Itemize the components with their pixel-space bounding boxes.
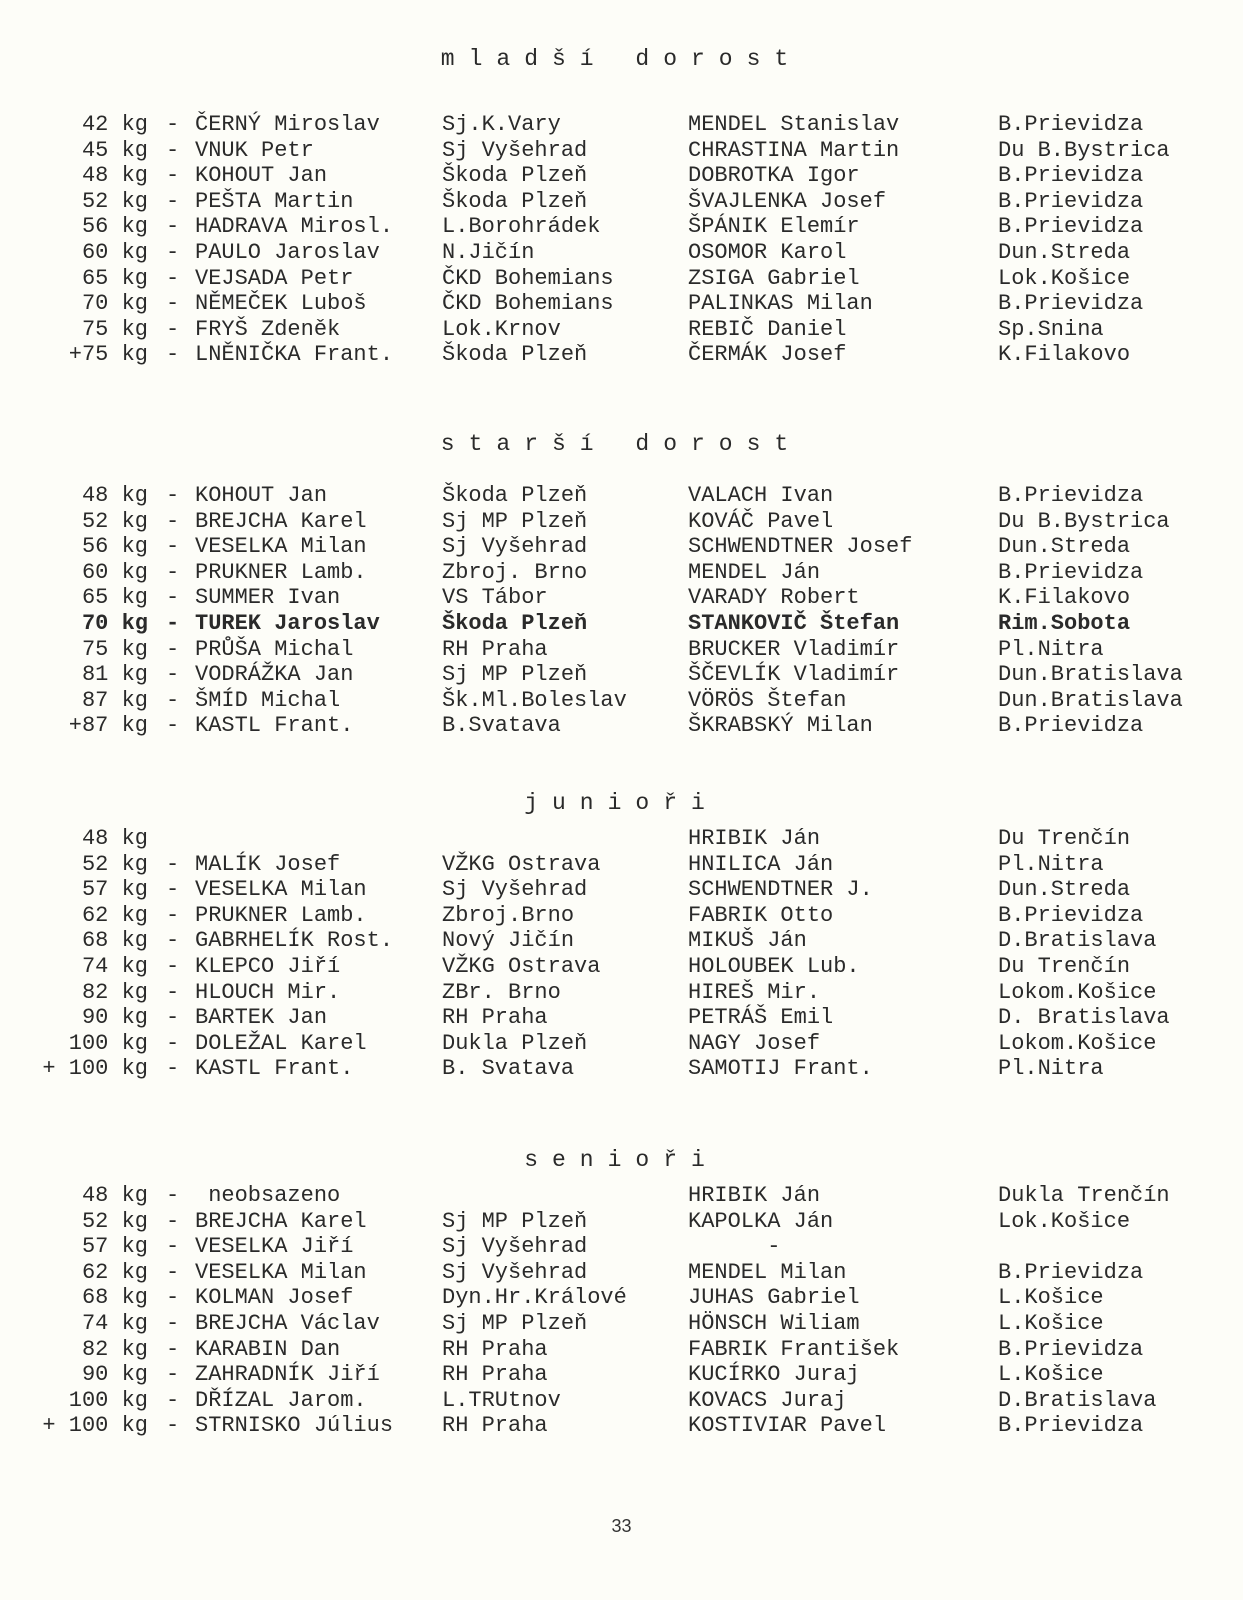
list-item [0,662,1243,688]
separator-dash: - [166,265,180,291]
separator-dash: - [166,508,180,534]
first-place-name: HLOUCH Mir. [195,979,341,1005]
list-item [0,1311,1243,1337]
list-item [0,266,1243,292]
weight-class: 62 kg [81,1259,148,1285]
list-item [0,342,1243,368]
list-item [0,826,1243,852]
separator-dash: - [166,1336,180,1362]
second-place-name: KOVÁČ Pavel [688,508,834,534]
separator-dash: - [166,112,180,137]
first-place-club: Zbroj. Brno [442,559,588,585]
first-place-name: KASTL Frant. [195,713,354,739]
separator-dash: - [166,342,180,368]
second-place-name: MIKUŠ Ján [688,928,807,954]
second-place-club: B.Prievidza [998,559,1144,585]
second-place-name: - [688,1234,781,1260]
first-place-club: Sj Vyšehrad [442,877,588,903]
separator-dash: - [166,239,180,265]
first-place-club: VŽKG Ostrava [442,851,601,877]
second-place-name: ŠVAJLENKA Josef [688,188,887,214]
weight-class: 82 kg [81,1336,148,1362]
weight-class: 65 kg [81,585,148,611]
second-place-club: Lokom.Košice [998,979,1157,1005]
first-place-club: B. Svatava [442,1056,575,1082]
first-place-club: Dyn.Hr.Králové [442,1285,627,1311]
list-item [0,903,1243,929]
weight-class: 74 kg [81,953,148,979]
weight-class: 48 kg [81,1183,148,1208]
second-place-club: Rim.Sobota [998,610,1131,636]
second-place-club: D. Bratislava [998,1005,1170,1031]
separator-dash: - [166,851,180,877]
second-place-club: B.Prievidza [998,1336,1144,1362]
second-place-name: BRUCKER Vladimír [688,636,900,662]
results-list [0,826,1243,1082]
first-place-club: RH Praha [442,1005,548,1031]
first-place-club: Škoda Plzeň [442,610,588,636]
weight-class: 52 kg [81,851,148,877]
weight-class: 48 kg [81,163,148,189]
separator-dash: - [166,214,180,240]
list-item [0,1183,1243,1209]
first-place-name: SUMMER Ivan [195,585,341,611]
first-place-club: Škoda Plzeň [442,483,588,508]
second-place-name: DOBROTKA Igor [688,163,860,189]
weight-class: 65 kg [81,265,148,291]
second-place-name: VÖRÖS Štefan [688,687,847,713]
first-place-name: KOLMAN Josef [195,1285,354,1311]
list-item [0,928,1243,954]
separator-dash: - [166,137,180,163]
first-place-club: Sj Vyšehrad [442,1259,588,1285]
second-place-club: Sp.Snina [998,316,1104,342]
second-place-club: B.Prievidza [998,902,1144,928]
first-place-name: neobsazeno [195,1183,341,1208]
second-place-club: D.Bratislava [998,1387,1157,1413]
list-item [0,1234,1243,1260]
first-place-name: BARTEK Jan [195,1005,328,1031]
separator-dash: - [166,979,180,1005]
list-item [0,483,1243,509]
second-place-club: Du B.Bystrica [998,137,1170,163]
second-place-name: KOSTIVIAR Pavel [688,1413,887,1439]
list-item [0,1388,1243,1414]
second-place-club: B.Prievidza [998,188,1144,214]
first-place-name: PRŮŠA Michal [195,636,354,662]
weight-class: 81 kg [81,662,148,688]
first-place-club: RH Praha [442,636,548,662]
list-item [0,611,1243,637]
section-heading: junioři [524,790,719,816]
list-item [0,1337,1243,1363]
first-place-name: VESELKA Milan [195,877,367,903]
separator-dash: - [166,1413,180,1439]
separator-dash: - [166,1030,180,1056]
weight-class: 56 kg [81,214,148,240]
list-item [0,317,1243,343]
first-place-club: Sj MP Plzeň [442,508,588,534]
weight-class: 70 kg [81,291,148,317]
first-place-club: RH Praha [442,1413,548,1439]
page-number: 33 [611,1516,632,1536]
second-place-name: MENDEL Milan [688,1259,847,1285]
first-place-name: LNĚNIČKA Frant. [195,342,394,368]
first-place-name: VEJSADA Petr [195,265,354,291]
second-place-club: B.Prievidza [998,291,1144,317]
second-place-club: B.Prievidza [998,163,1144,189]
second-place-name: STANKOVIČ Štefan [688,610,900,636]
second-place-club: L.Košice [998,1310,1104,1336]
list-item [0,291,1243,317]
separator-dash: - [166,585,180,611]
first-place-name: VESELKA Milan [195,1259,367,1285]
first-place-club: B.Svatava [442,713,561,739]
second-place-name: FABRIK František [688,1336,900,1362]
second-place-name: PETRÁŠ Emil [688,1005,834,1031]
list-item [0,1285,1243,1311]
weight-class: 60 kg [81,239,148,265]
separator-dash: - [166,1387,180,1413]
second-place-name: MENDEL Ján [688,559,821,585]
list-item [0,637,1243,663]
list-item [0,1260,1243,1286]
first-place-club: Nový Jičín [442,928,575,954]
second-place-club: Dun.Bratislava [998,662,1183,688]
second-place-club: B.Prievidza [998,112,1144,137]
second-place-club: Du B.Bystrica [998,508,1170,534]
second-place-name: SAMOTIJ Frant. [688,1056,873,1082]
separator-dash: - [166,291,180,317]
first-place-club: ČKD Bohemians [442,291,614,317]
separator-dash: - [166,1005,180,1031]
second-place-club: Lok.Košice [998,265,1131,291]
weight-class: +87 kg [68,713,148,739]
first-place-club: Zbroj.Brno [442,902,575,928]
first-place-club: L.Borohrádek [442,214,601,240]
first-place-club: RH Praha [442,1362,548,1388]
first-place-club: Škoda Plzeň [442,163,588,189]
list-item [0,713,1243,739]
weight-class: 62 kg [81,902,148,928]
second-place-name: FABRIK Otto [688,902,834,928]
second-place-club: Dun.Streda [998,239,1131,265]
first-place-name: VESELKA Milan [195,534,367,560]
separator-dash: - [166,1362,180,1388]
separator-dash: - [166,636,180,662]
first-place-name: BREJCHA Václav [195,1310,380,1336]
second-place-name: MENDEL Stanislav [688,112,900,137]
first-place-name: PEŠTA Martin [195,188,354,214]
weight-class: 48 kg [81,826,148,851]
first-place-club: Sj Vyšehrad [442,1234,588,1260]
list-item [0,1005,1243,1031]
first-place-club: VS Tábor [442,585,548,611]
second-place-name: KUCÍRKO Juraj [688,1362,860,1388]
separator-dash: - [166,1285,180,1311]
first-place-name: NĚMEČEK Luboš [195,291,367,317]
first-place-club: Sj MP Plzeň [442,1208,588,1234]
first-place-name: ZAHRADNÍK Jiří [195,1362,380,1388]
second-place-name: HRIBIK Ján [688,1183,821,1208]
second-place-club: Pl.Nitra [998,1056,1104,1082]
weight-class: 100 kg [68,1387,148,1413]
first-place-club: Sj Vyšehrad [442,137,588,163]
second-place-name: KAPOLKA Ján [688,1208,834,1234]
second-place-name: VARADY Robert [688,585,860,611]
first-place-club: L.TRUtnov [442,1387,561,1413]
second-place-club: B.Prievidza [998,214,1144,240]
separator-dash: - [166,483,180,508]
first-place-name: VODRÁŽKA Jan [195,662,354,688]
separator-dash: - [166,1259,180,1285]
list-item [0,509,1243,535]
first-place-name: BREJCHA Karel [195,1208,367,1234]
list-item [0,112,1243,138]
separator-dash: - [166,610,180,636]
weight-class: 90 kg [81,1362,148,1388]
list-item [0,688,1243,714]
separator-dash: - [166,1208,180,1234]
weight-class: 75 kg [81,316,148,342]
second-place-club: B.Prievidza [998,713,1144,739]
weight-class: 74 kg [81,1310,148,1336]
weight-class: 75 kg [81,636,148,662]
results-list [0,112,1243,368]
first-place-name: KASTL Frant. [195,1056,354,1082]
list-item [0,138,1243,164]
weight-class: 45 kg [81,137,148,163]
weight-class: 60 kg [81,559,148,585]
second-place-club: Dun.Bratislava [998,687,1183,713]
first-place-name: BREJCHA Karel [195,508,367,534]
weight-class: +75 kg [68,342,148,368]
separator-dash: - [166,1234,180,1260]
second-place-name: ŠČEVLÍK Vladimír [688,662,900,688]
weight-class: 56 kg [81,534,148,560]
separator-dash: - [166,953,180,979]
second-place-name: ŠKRABSKÝ Milan [688,713,873,739]
second-place-name: ZSIGA Gabriel [688,265,860,291]
weight-class: 90 kg [81,1005,148,1031]
second-place-club: D.Bratislava [998,928,1157,954]
first-place-name: KOHOUT Jan [195,163,328,189]
separator-dash: - [166,877,180,903]
second-place-name: PALINKAS Milan [688,291,873,317]
list-item [0,214,1243,240]
list-item [0,534,1243,560]
weight-class: + 100 kg [42,1413,148,1439]
separator-dash: - [166,188,180,214]
list-item [0,1413,1243,1439]
separator-dash: - [166,713,180,739]
second-place-club: Dun.Streda [998,534,1131,560]
second-place-club: K.Filakovo [998,585,1131,611]
weight-class: 52 kg [81,188,148,214]
first-place-club: N.Jičín [442,239,535,265]
second-place-club: Du Trenčín [998,826,1131,851]
separator-dash: - [166,1183,180,1208]
first-place-name: VNUK Petr [195,137,314,163]
results-list [0,1183,1243,1439]
second-place-name: ŠPÁNIK Elemír [688,214,860,240]
first-place-name: DOLEŽAL Karel [195,1030,367,1056]
weight-class: 57 kg [81,877,148,903]
weight-class: 48 kg [81,483,148,508]
second-place-name: HIREŠ Mir. [688,979,821,1005]
second-place-club: Lok.Košice [998,1208,1131,1234]
first-place-club: VŽKG Ostrava [442,953,601,979]
first-place-name: PRUKNER Lamb. [195,559,367,585]
section-heading: senioři [524,1147,719,1173]
separator-dash: - [166,534,180,560]
separator-dash: - [166,559,180,585]
second-place-club: K.Filakovo [998,342,1131,368]
first-place-name: GABRHELÍK Rost. [195,928,394,954]
second-place-club: B.Prievidza [998,483,1144,508]
first-place-club: Šk.Ml.Boleslav [442,687,627,713]
separator-dash: - [166,163,180,189]
second-place-name: HÖNSCH Wiliam [688,1310,860,1336]
second-place-name: OSOMOR Karol [688,239,847,265]
list-item [0,560,1243,586]
first-place-club: Lok.Krnov [442,316,561,342]
first-place-name: ČERNÝ Miroslav [195,112,380,137]
weight-class: 68 kg [81,928,148,954]
section-heading: mladší dorost [440,46,803,72]
first-place-club: ČKD Bohemians [442,265,614,291]
weight-class: 42 kg [81,112,148,137]
second-place-club: Dukla Trenčín [998,1183,1170,1208]
first-place-name: PAULO Jaroslav [195,239,380,265]
weight-class: 70 kg [81,610,148,636]
separator-dash: - [166,928,180,954]
separator-dash: - [166,662,180,688]
second-place-club: B.Prievidza [998,1413,1144,1439]
second-place-name: SCHWENDTNER Josef [688,534,913,560]
second-place-club: Lokom.Košice [998,1030,1157,1056]
first-place-name: VESELKA Jiří [195,1234,354,1260]
separator-dash: - [166,316,180,342]
weight-class: 52 kg [81,1208,148,1234]
first-place-name: KOHOUT Jan [195,483,328,508]
weight-class: 100 kg [68,1030,148,1056]
second-place-name: SCHWENDTNER J. [688,877,873,903]
list-item [0,163,1243,189]
weight-class: 87 kg [81,687,148,713]
first-place-club: Sj.K.Vary [442,112,561,137]
list-item [0,1031,1243,1057]
first-place-name: MALÍK Josef [195,851,341,877]
first-place-name: ŠMÍD Michal [195,687,341,713]
second-place-name: REBIČ Daniel [688,316,847,342]
weight-class: + 100 kg [42,1056,148,1082]
second-place-name: NAGY Josef [688,1030,821,1056]
second-place-club: B.Prievidza [998,1259,1144,1285]
first-place-name: HADRAVA Mirosl. [195,214,394,240]
first-place-name: KARABIN Dan [195,1336,341,1362]
separator-dash: - [166,902,180,928]
first-place-name: DŘÍZAL Jarom. [195,1387,367,1413]
first-place-club: Dukla Plzeň [442,1030,588,1056]
list-item [0,1362,1243,1388]
first-place-club: Sj Vyšehrad [442,534,588,560]
first-place-club: Škoda Plzeň [442,342,588,368]
second-place-club: Pl.Nitra [998,636,1104,662]
list-item [0,189,1243,215]
list-item [0,240,1243,266]
separator-dash: - [166,1310,180,1336]
second-place-club: Du Trenčín [998,953,1131,979]
weight-class: 68 kg [81,1285,148,1311]
second-place-club: Pl.Nitra [998,851,1104,877]
first-place-name: STRNISKO Július [195,1413,394,1439]
separator-dash: - [166,687,180,713]
results-list [0,483,1243,739]
first-place-name: TUREK Jaroslav [195,610,380,636]
second-place-name: HRIBIK Ján [688,826,821,851]
weight-class: 52 kg [81,508,148,534]
list-item [0,852,1243,878]
weight-class: 82 kg [81,979,148,1005]
weight-class: 57 kg [81,1234,148,1260]
list-item [0,585,1243,611]
second-place-name: ČERMÁK Josef [688,342,847,368]
list-item [0,1056,1243,1082]
second-place-name: KOVACS Juraj [688,1387,847,1413]
separator-dash: - [166,1056,180,1082]
first-place-club: RH Praha [442,1336,548,1362]
second-place-club: L.Košice [998,1285,1104,1311]
first-place-name: PRUKNER Lamb. [195,902,367,928]
list-item [0,877,1243,903]
second-place-name: HNILICA Ján [688,851,834,877]
second-place-name: VALACH Ivan [688,483,834,508]
first-place-club: Škoda Plzeň [442,188,588,214]
first-place-name: KLEPCO Jiří [195,953,341,979]
first-place-club: Sj MP Plzeň [442,662,588,688]
first-place-club: ZBr. Brno [442,979,561,1005]
second-place-name: CHRASTINA Martin [688,137,900,163]
section-heading: starší dorost [440,431,803,457]
list-item [0,954,1243,980]
first-place-name: FRYŠ Zdeněk [195,316,341,342]
list-item [0,980,1243,1006]
second-place-club: L.Košice [998,1362,1104,1388]
first-place-club: Sj MP Plzeň [442,1310,588,1336]
second-place-name: JUHAS Gabriel [688,1285,860,1311]
list-item [0,1209,1243,1235]
second-place-name: HOLOUBEK Lub. [688,953,860,979]
second-place-club: Dun.Streda [998,877,1131,903]
